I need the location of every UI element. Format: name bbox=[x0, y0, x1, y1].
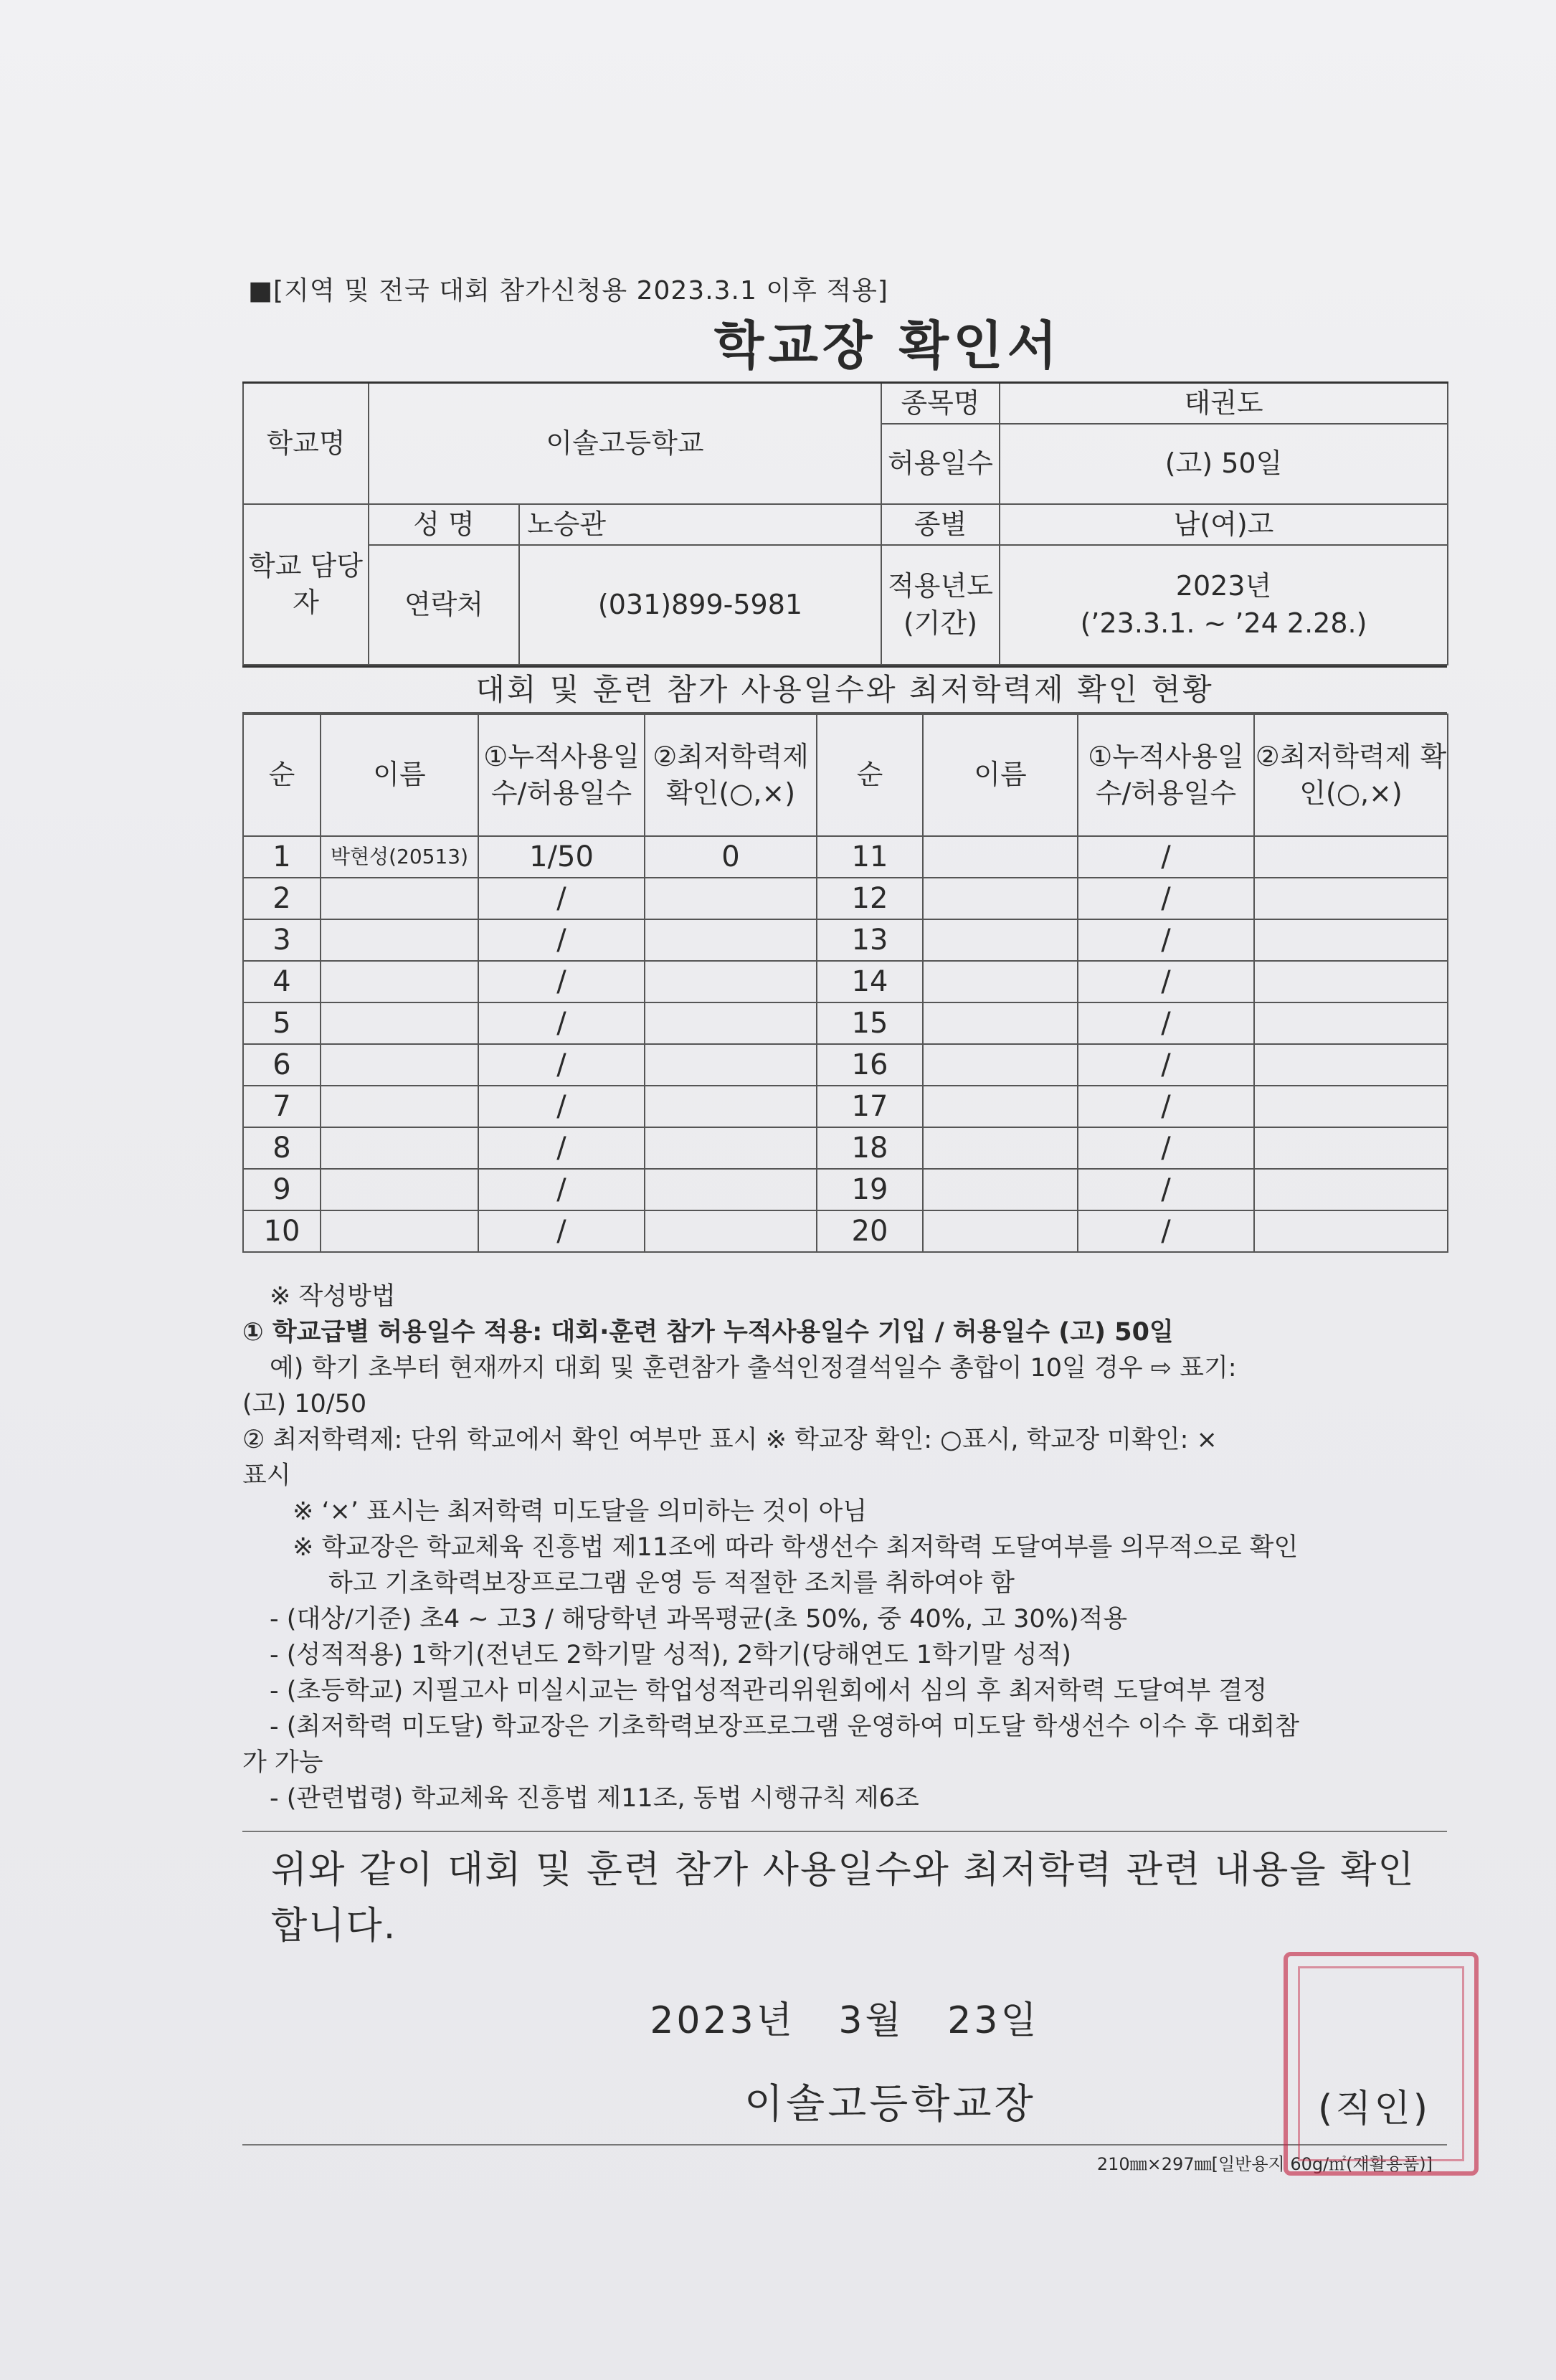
table-row bbox=[243, 919, 1448, 961]
row-check bbox=[645, 878, 817, 919]
row-name bbox=[923, 1086, 1078, 1127]
note-4-cont: 하고 기초학력보장프로그램 운영 등 적절한 조치를 취하여야 함 bbox=[328, 1569, 1015, 1598]
bullet-4: - (최저학력 미도달) 학교장은 기초학력보장프로그램 운영하여 미도달 학생선수 이수 후 대회참 bbox=[270, 1712, 1299, 1741]
row-days: / bbox=[1078, 836, 1254, 878]
confirm-line-2: 합니다. bbox=[271, 1905, 397, 1948]
contact-value: (031)899-5981 bbox=[519, 545, 881, 665]
row-days: / bbox=[1078, 1127, 1254, 1169]
col-header-no: 순 bbox=[817, 714, 923, 836]
seal-inner-border bbox=[1298, 1966, 1464, 2161]
row-name bbox=[923, 878, 1078, 919]
date-month: 3월 bbox=[838, 1999, 904, 2042]
row-name bbox=[923, 1210, 1078, 1252]
row-no: 14 bbox=[817, 961, 923, 1002]
row-days: / bbox=[478, 1169, 645, 1210]
row-no: 17 bbox=[817, 1086, 923, 1127]
row-no: 11 bbox=[817, 836, 923, 878]
row-check bbox=[645, 1002, 817, 1044]
row-name bbox=[321, 1086, 478, 1127]
row-check bbox=[645, 1086, 817, 1127]
period-range: (’23.3.1. ~ ’24 2.28.) bbox=[1080, 607, 1367, 639]
row-name bbox=[923, 1169, 1078, 1210]
row-days: / bbox=[478, 878, 645, 919]
period-label: 적용년도 (기간) bbox=[881, 545, 1000, 665]
bottom-rule bbox=[242, 2144, 1447, 2146]
table-row bbox=[243, 836, 1448, 878]
row-name bbox=[923, 1002, 1078, 1044]
allowed-days-label: 허용일수 bbox=[881, 424, 1000, 504]
row-name bbox=[923, 1044, 1078, 1086]
document bbox=[242, 272, 1447, 2175]
table-row bbox=[243, 961, 1448, 1002]
note-4: ※ 학교장은 학교체육 진흥법 제11조에 따라 학생선수 최저학력 도달여부를 의무적으로 확인 bbox=[293, 1533, 1299, 1562]
note-2-cont: 표시 bbox=[242, 1461, 291, 1490]
col-header-min-academic: ②최저학력제 확인(○,×) bbox=[1254, 714, 1448, 836]
status-section-title: 대회 및 훈련 참가 사용일수와 최저학력제 확인 현황 bbox=[242, 665, 1447, 713]
period-value bbox=[1000, 545, 1448, 665]
table-row bbox=[243, 1127, 1448, 1169]
row-days: 1/50 bbox=[478, 836, 645, 878]
col-header-no: 순 bbox=[243, 714, 321, 836]
row-check bbox=[645, 961, 817, 1002]
row-no: 13 bbox=[817, 919, 923, 961]
row-check bbox=[645, 1127, 817, 1169]
row-days: / bbox=[478, 1044, 645, 1086]
row-name bbox=[321, 1127, 478, 1169]
row-no: 15 bbox=[817, 1002, 923, 1044]
note-3: ※ ‘×’ 표시는 최저학력 미도달을 의미하는 것이 아님 bbox=[293, 1497, 868, 1526]
row-no: 18 bbox=[817, 1127, 923, 1169]
gender-value: 남(여)고 bbox=[1000, 504, 1448, 545]
date-line bbox=[242, 1990, 1447, 2044]
info-table bbox=[242, 381, 1448, 665]
col-header-days: ①누적사용일수/허용일수 bbox=[478, 714, 645, 836]
signature-row bbox=[242, 2058, 1447, 2137]
seal-label: (직인) bbox=[1318, 2087, 1431, 2130]
footer-note: 210㎜×297㎜[일반용지 60g/㎡(재활용품)] bbox=[1096, 2154, 1433, 2174]
row-no: 2 bbox=[243, 878, 321, 919]
bullet-3: - (초등학교) 지필고사 미실시교는 학업성적관리위원회에서 심의 후 최저학력 도달여부 결정 bbox=[270, 1677, 1268, 1705]
row-days: / bbox=[1078, 1002, 1254, 1044]
row-name bbox=[923, 961, 1078, 1002]
row-check bbox=[1254, 878, 1448, 919]
table-row bbox=[243, 1002, 1448, 1044]
table-row bbox=[243, 1210, 1448, 1252]
row-check bbox=[1254, 836, 1448, 878]
row-days: / bbox=[478, 919, 645, 961]
bullet-1: - (대상/기준) 초4 ~ 고3 / 해당학년 과목평균(초 50%, 중 40%, 고 30%)적용 bbox=[270, 1605, 1128, 1634]
row-no: 6 bbox=[243, 1044, 321, 1086]
row-name bbox=[321, 1002, 478, 1044]
note-1-example: 예) 학기 초부터 현재까지 대회 및 훈련참가 출석인정결석일수 총합이 10일 경우 ⇨ 표기: bbox=[270, 1354, 1237, 1383]
row-name bbox=[321, 961, 478, 1002]
row-no: 1 bbox=[243, 836, 321, 878]
row-check bbox=[1254, 1044, 1448, 1086]
row-days: / bbox=[1078, 1210, 1254, 1252]
row-days: / bbox=[478, 1002, 645, 1044]
participation-table bbox=[242, 713, 1448, 1253]
date-day: 23일 bbox=[947, 1999, 1040, 2042]
school-seal-stamp bbox=[1284, 1952, 1479, 2176]
row-check: 0 bbox=[645, 836, 817, 878]
row-check bbox=[645, 1210, 817, 1252]
table-row bbox=[243, 878, 1448, 919]
school-label: 학교명 bbox=[243, 383, 369, 505]
sport-label: 종목명 bbox=[881, 383, 1000, 425]
allowed-days-value: (고) 50일 bbox=[1000, 424, 1448, 504]
gender-label: 종별 bbox=[881, 504, 1000, 545]
contact-label: 연락처 bbox=[369, 545, 519, 665]
bullet-5: - (관련법령) 학교체육 진흥법 제11조, 동법 시행규칙 제6조 bbox=[270, 1784, 919, 1813]
row-check bbox=[645, 1169, 817, 1210]
row-no: 8 bbox=[243, 1127, 321, 1169]
page-title: 학교장 확인서 bbox=[713, 316, 1062, 376]
name-value: 노승관 bbox=[519, 504, 881, 545]
row-days: / bbox=[1078, 1169, 1254, 1210]
row-no: 7 bbox=[243, 1086, 321, 1127]
note-1-example-cont: (고) 10/50 bbox=[242, 1390, 367, 1418]
table-row bbox=[243, 1086, 1448, 1127]
col-header-days: ①누적사용일수/허용일수 bbox=[1078, 714, 1254, 836]
row-days: / bbox=[478, 1210, 645, 1252]
row-check bbox=[1254, 961, 1448, 1002]
col-header-name: 이름 bbox=[321, 714, 478, 836]
row-no: 20 bbox=[817, 1210, 923, 1252]
confirmation-statement bbox=[242, 1831, 1447, 1954]
note-1: ① 학교급별 허용일수 적용: 대회·훈련 참가 누적사용일수 기입 / 허용일수 (고) 50일 bbox=[242, 1318, 1174, 1347]
col-header-min-academic: ②최저학력제 확인(○,×) bbox=[645, 714, 817, 836]
row-days: / bbox=[1078, 1044, 1254, 1086]
row-name bbox=[321, 878, 478, 919]
row-no: 19 bbox=[817, 1169, 923, 1210]
row-name: 박현성(20513) bbox=[321, 836, 478, 878]
col-header-name: 이름 bbox=[923, 714, 1078, 836]
row-name bbox=[321, 1044, 478, 1086]
row-days: / bbox=[478, 961, 645, 1002]
principal-name: 이솔고등학교장 bbox=[744, 2081, 1036, 2128]
row-name bbox=[923, 919, 1078, 961]
row-days: / bbox=[1078, 878, 1254, 919]
row-check bbox=[1254, 1169, 1448, 1210]
row-name bbox=[321, 1210, 478, 1252]
bullet-4-cont: 가 가능 bbox=[242, 1748, 323, 1777]
row-no: 5 bbox=[243, 1002, 321, 1044]
table-row bbox=[243, 1169, 1448, 1210]
row-name bbox=[923, 1127, 1078, 1169]
date-year: 2023년 bbox=[650, 1999, 795, 2042]
row-name bbox=[321, 919, 478, 961]
row-no: 3 bbox=[243, 919, 321, 961]
school-name: 이솔고등학교 bbox=[369, 383, 881, 505]
table-header-row bbox=[243, 714, 1448, 836]
row-days: / bbox=[478, 1086, 645, 1127]
row-days: / bbox=[478, 1127, 645, 1169]
row-no: 12 bbox=[817, 878, 923, 919]
row-check bbox=[645, 919, 817, 961]
notes-heading: ※ 작성방법 bbox=[270, 1282, 396, 1311]
row-no: 16 bbox=[817, 1044, 923, 1086]
bullet-2: - (성적적용) 1학기(전년도 2학기말 성적), 2학기(당해연도 1학기말 성적) bbox=[270, 1641, 1071, 1669]
confirm-line-1: 위와 같이 대회 및 훈련 참가 사용일수와 최저학력 관련 내용을 확인 bbox=[271, 1849, 1415, 1892]
staff-label: 학교 담당자 bbox=[243, 504, 369, 665]
row-check bbox=[645, 1044, 817, 1086]
row-name bbox=[321, 1169, 478, 1210]
row-days: / bbox=[1078, 961, 1254, 1002]
row-name bbox=[923, 836, 1078, 878]
row-no: 4 bbox=[243, 961, 321, 1002]
header-line: ■[지역 및 전국 대회 참가신청용 2023.3.1 이후 적용] bbox=[248, 276, 888, 305]
table-row bbox=[243, 1044, 1448, 1086]
row-check bbox=[1254, 1002, 1448, 1044]
name-label: 성 명 bbox=[369, 504, 519, 545]
sport-value: 태권도 bbox=[1000, 383, 1448, 425]
row-days: / bbox=[1078, 919, 1254, 961]
row-no: 10 bbox=[243, 1210, 321, 1252]
period-year: 2023년 bbox=[1175, 570, 1272, 602]
row-days: / bbox=[1078, 1086, 1254, 1127]
note-2: ② 최저학력제: 단위 학교에서 확인 여부만 표시 ※ 학교장 확인: ○표시, 학교장 미확인: × bbox=[242, 1426, 1218, 1454]
row-check bbox=[1254, 1127, 1448, 1169]
row-check bbox=[1254, 919, 1448, 961]
row-no: 9 bbox=[243, 1169, 321, 1210]
notes-section bbox=[242, 1279, 1447, 1816]
row-check bbox=[1254, 1210, 1448, 1252]
row-check bbox=[1254, 1086, 1448, 1127]
